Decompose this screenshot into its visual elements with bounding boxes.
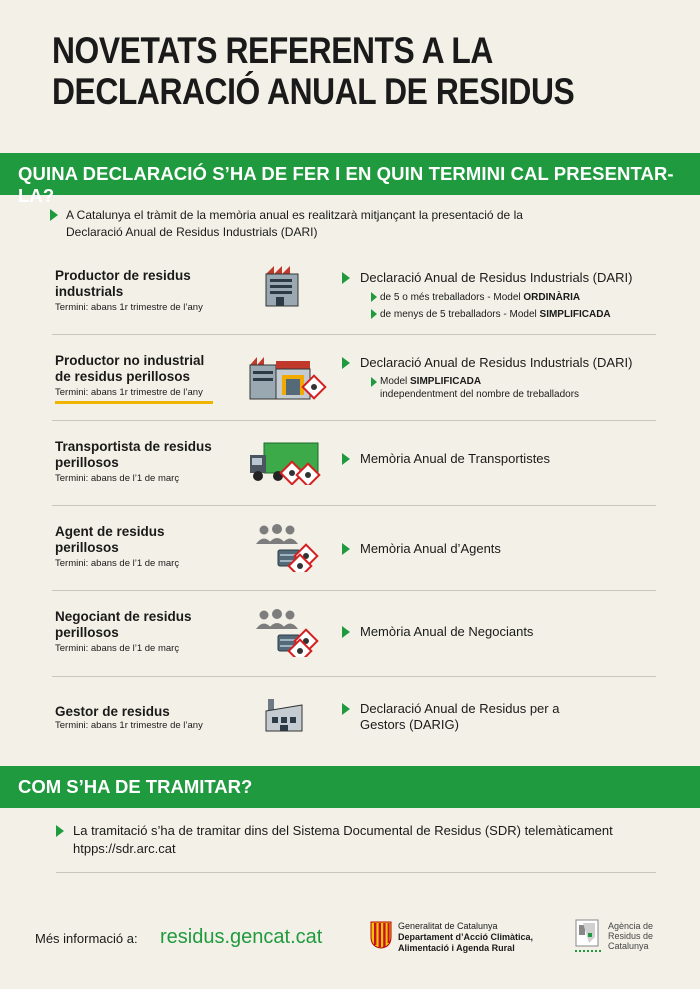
sub-bold: ORDINÀRIA xyxy=(523,292,581,303)
sub-bold: SIMPLIFICADA xyxy=(410,376,482,387)
truck-hazard-icon xyxy=(248,439,324,490)
role-line1: Productor no industrial xyxy=(55,353,205,368)
declaration xyxy=(342,451,662,467)
row-agent xyxy=(52,506,656,591)
bullet-arrow-icon xyxy=(342,703,350,715)
sub-text: de menys de 5 treballadors - Model xyxy=(380,309,540,320)
row-right xyxy=(342,451,662,467)
role-line2: perillosos xyxy=(55,455,119,470)
declaration xyxy=(342,701,662,733)
bullet-arrow-icon xyxy=(371,292,377,302)
role-line1: Gestor de residus xyxy=(55,704,170,719)
arc-line1: Agència de xyxy=(608,921,654,931)
gencat-shield-icon xyxy=(370,921,392,949)
deadline-label: Termini: abans de l’1 de març xyxy=(55,643,180,654)
row-right xyxy=(342,624,662,640)
role-label xyxy=(55,353,213,385)
sdr-link[interactable]: htpps://sdr.arc.cat xyxy=(73,841,176,856)
row-left xyxy=(55,353,213,404)
sub-item xyxy=(342,307,662,322)
page-title-line2: DECLARACIÓ ANUAL DE RESIDUS xyxy=(52,71,575,112)
row-right xyxy=(342,355,662,401)
sub-text: de 5 o més treballadors - Model xyxy=(380,292,524,303)
gencat-line1: Generalitat de Catalunya xyxy=(398,921,498,931)
role-label xyxy=(55,268,203,300)
sub-item xyxy=(342,375,662,401)
role-line1: Agent de residus xyxy=(55,524,165,539)
role-line1: Transportista de residus xyxy=(55,439,212,454)
gencat-line2: Departament d’Acció Climàtica, xyxy=(398,932,534,942)
row-left xyxy=(55,704,203,731)
declaration-text: Memòria Anual de Transportistes xyxy=(360,451,551,466)
declaration-text: Declaració Anual de Residus Industrials (DARI) xyxy=(360,270,633,285)
row-transporter xyxy=(52,421,656,506)
row-left xyxy=(55,524,179,569)
row-right xyxy=(342,701,662,733)
role-line1: Productor de residus xyxy=(55,268,191,283)
arc-logo xyxy=(575,919,654,960)
arc-text xyxy=(608,921,653,951)
gencat-logo xyxy=(370,921,534,954)
deadline-label: Termini: abans 1r trimestre de l’any xyxy=(55,387,203,398)
deadline-label: Termini: abans de l’1 de març xyxy=(55,558,180,569)
section-heading-how-to-process: COM S’HA DE TRAMITAR? xyxy=(0,766,700,808)
section-heading-which-declaration: QUINA DECLARACIÓ S’HA DE FER I EN QUIN TERMINI CAL PRESENTAR-LA? xyxy=(0,153,700,195)
bullet-arrow-icon xyxy=(371,309,377,319)
gencat-line3: Alimentació i Agenda Rural xyxy=(398,943,515,953)
how-paragraph xyxy=(56,822,666,858)
row-left xyxy=(55,609,192,654)
people-hazard-icon xyxy=(256,522,320,577)
sub-bold: SIMPLIFICADA xyxy=(539,309,611,320)
bullet-arrow-icon xyxy=(56,825,64,837)
factory-icon xyxy=(264,264,302,313)
page-title-line1: NOVETATS REFERENTS A LA xyxy=(52,30,493,71)
divider xyxy=(56,872,656,873)
row-right xyxy=(342,270,662,322)
role-label xyxy=(55,704,203,720)
declaration-text: Declaració Anual de Residus Industrials (DARI) xyxy=(360,355,633,370)
role-line2: perillosos xyxy=(55,625,119,640)
page-title xyxy=(52,30,585,112)
role-line2: perillosos xyxy=(55,540,119,555)
arc-line2: Residus de xyxy=(608,931,654,941)
declaration-text: Memòria Anual de Negociants xyxy=(360,624,534,639)
row-manager xyxy=(52,677,656,757)
row-non-industrial-producer xyxy=(52,335,656,421)
role-label xyxy=(55,439,212,471)
role-line2: industrials xyxy=(55,284,124,299)
declaration xyxy=(342,355,662,371)
role-line2: de residus perillosos xyxy=(55,369,191,384)
declaration-text-line1: Declaració Anual de Residus per a xyxy=(360,701,560,716)
declaration xyxy=(342,541,662,557)
row-left xyxy=(55,439,212,484)
sub-item xyxy=(342,290,662,305)
declaration xyxy=(342,270,662,286)
row-industrial-producer xyxy=(52,262,656,335)
sub-line2: independentment del nombre de treballadors xyxy=(380,389,580,400)
bullet-arrow-icon xyxy=(50,209,58,221)
people-hazard-icon xyxy=(256,607,320,662)
plant-icon xyxy=(264,697,304,738)
row-trader xyxy=(52,591,656,677)
bullet-arrow-icon xyxy=(342,626,350,638)
intro-paragraph xyxy=(50,207,650,241)
deadline-label: Termini: abans 1r trimestre de l’any xyxy=(55,302,203,313)
row-left xyxy=(55,268,203,313)
intro-line1: A Catalunya el tràmit de la memòria anual es realitzarà mitjançant la presentació de la xyxy=(66,208,523,222)
bullet-arrow-icon xyxy=(342,272,350,284)
role-label xyxy=(55,524,179,556)
role-line1: Negociant de residus xyxy=(55,609,192,624)
bullet-arrow-icon xyxy=(342,453,350,465)
row-right xyxy=(342,541,662,557)
more-info-label: Més informació a: xyxy=(35,931,138,946)
shops-hazard-icon xyxy=(248,353,332,410)
intro-line2: Declaració Anual de Residus Industrials (DARI) xyxy=(66,225,318,239)
declaration-text-line2: Gestors (DARIG) xyxy=(360,717,459,732)
arc-line3: Catalunya xyxy=(608,941,649,951)
how-line1: La tramitació s’ha de tramitar dins del Sistema Documental de Residus (SDR) telemàticament xyxy=(73,823,613,838)
role-label xyxy=(55,609,192,641)
deadline-label: Termini: abans 1r trimestre de l’any xyxy=(55,720,203,731)
bullet-arrow-icon xyxy=(342,357,350,369)
residus-website-link[interactable]: residus.gencat.cat xyxy=(160,926,323,948)
highlight-underline xyxy=(55,401,213,404)
arc-logo-icon xyxy=(575,919,605,955)
bullet-arrow-icon xyxy=(371,377,377,387)
declaration xyxy=(342,624,662,640)
sub-text: Model xyxy=(380,376,411,387)
deadline-label: Termini: abans de l’1 de març xyxy=(55,473,180,484)
gencat-text xyxy=(398,921,533,954)
bullet-arrow-icon xyxy=(342,543,350,555)
declaration-text: Memòria Anual d’Agents xyxy=(360,541,501,556)
